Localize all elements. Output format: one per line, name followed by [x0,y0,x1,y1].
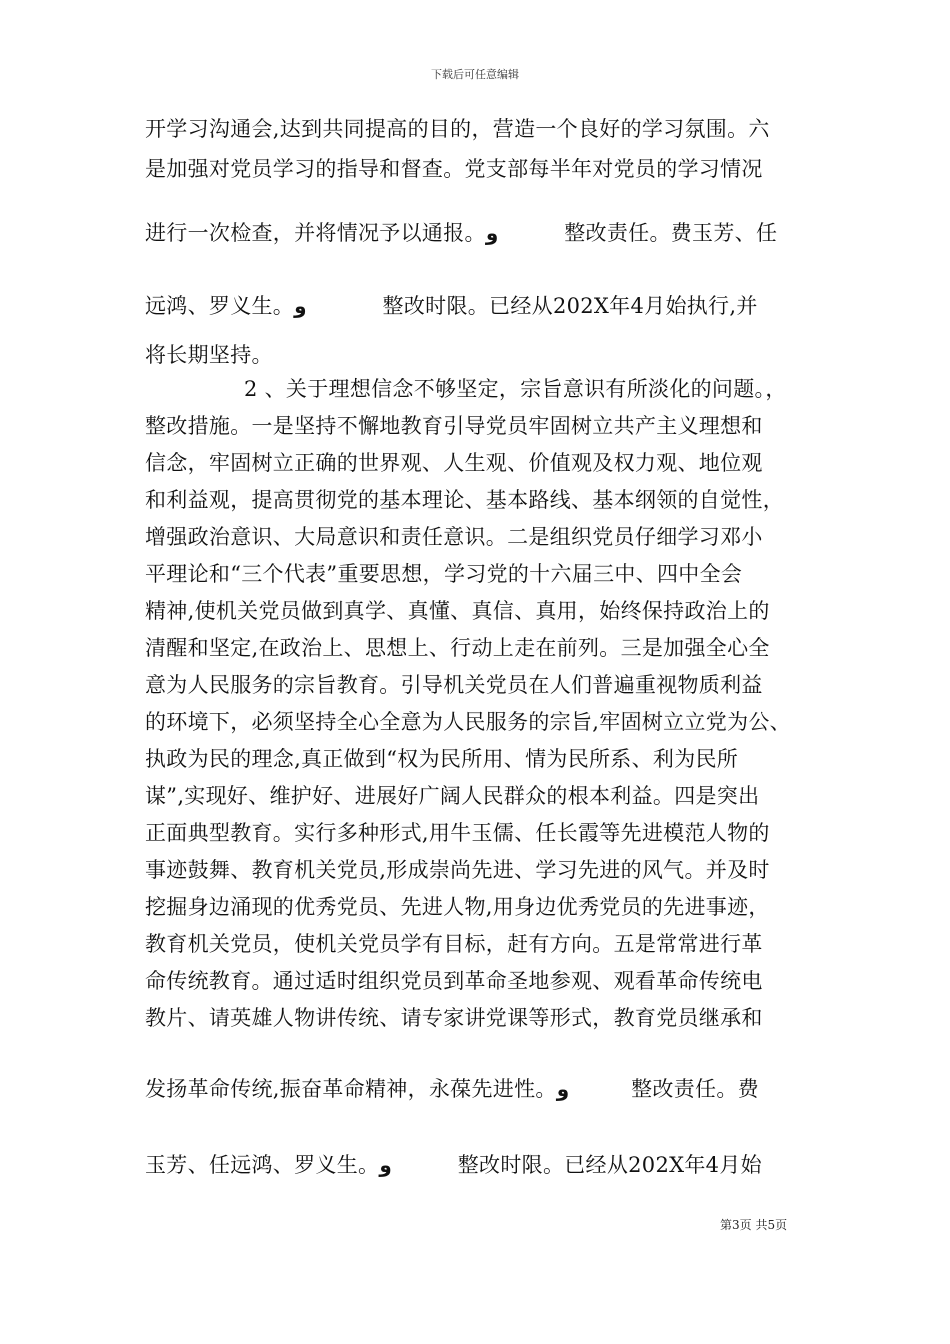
text-line: 开学习沟通会,达到共同提高的目的，营造一个良好的学习氛围。六 [145,117,770,141]
text-segment: 整改时限。已经从202X年4月始 [457,1153,762,1177]
page-header: 下载后可任意编辑 [431,68,519,81]
text-line: 和利益观，提高贯彻党的基本理论、基本路线、基本纲领的自觉性， [145,488,784,512]
text-line: 教片、请英雄人物讲传统、请专家讲党课等形式，教育党员继承和 [145,1006,763,1030]
text-line [145,1077,759,1101]
text-line: 意为人民服务的宗旨教育。引导机关党员在人们普遍重视物质利益 [145,673,763,697]
text-line: 清醒和坚定,在政治上、思想上、行动上走在前列。三是加强全心全 [145,636,770,660]
text-line: 事迹鼓舞、教育机关党员,形成崇尚先进、学习先进的风气。并及时 [145,858,770,882]
text-line: 精神,使机关党员做到真学、真懂、真信、真用，始终保持政治上的 [145,599,770,623]
text-segment: 整改责任。费 [631,1077,759,1101]
page-number: 第3页 共5页 [720,1218,788,1232]
text-segment: 整改时限。已经从202X年4月始执行,并 [382,294,758,318]
text-line: 正面典型教育。实行多种形式,用牛玉儒、任长霞等先进模范人物的 [145,821,770,845]
text-segment: 远鸿、罗义生。 [145,294,295,318]
text-line: 信念，牢固树立正确的世界观、人生观、价值观及权力观、地位观 [145,451,763,475]
text-line: 整改措施。一是坚持不懈地教育引导党员牢固树立共产主义理想和 [145,414,763,438]
text-line: 谋”,实现好、维护好、进展好广阔人民群众的根本利益。四是突出 [145,784,760,808]
text-segment: 玉芳、任远鸿、罗义生。 [145,1153,380,1177]
text-line: 2 、关于理想信念不够坚定，宗旨意识有所淡化的问题。， [244,377,787,401]
paragraph-mark: و [294,294,307,318]
text-line: 平理论和“三个代表”重要思想，学习党的十六届三中、四中全会 [145,562,743,586]
text-line [145,1153,762,1177]
text-line: 教育机关党员，使机关党员学有目标，赶有方向。五是常常进行革 [145,932,763,956]
paragraph-mark: و [556,1077,570,1101]
text-line [145,221,777,245]
text-line [145,294,758,318]
text-line: 命传统教育。通过适时组织党员到革命圣地参观、观看革命传统电 [145,969,763,993]
text-segment: 进行一次检查，并将情况予以通报。 [145,221,486,245]
text-line: 挖掘身边涌现的优秀党员、先进人物,用身边优秀党员的先进事迹， [145,895,770,919]
text-line: 是加强对党员学习的指导和督查。党支部每半年对党员的学习情况 [145,157,763,181]
text-line: 将长期坚持。 [145,343,273,367]
text-segment: 发扬革命传统,振奋革命精神，永葆先进性。 [145,1077,557,1101]
paragraph-mark: و [379,1153,392,1177]
text-line: 执政为民的理念,真正做到“权为民所用、情为民所系、利为民所 [145,747,739,771]
text-line: 的环境下，必须坚持全心全意为人民服务的宗旨,牢固树立立党为公、 [145,710,791,734]
text-line: 增强政治意识、大局意识和责任意识。二是组织党员仔细学习邓小 [145,525,763,549]
text-segment: 整改责任。费玉芳、任 [564,221,778,245]
paragraph-mark: و [485,221,499,245]
